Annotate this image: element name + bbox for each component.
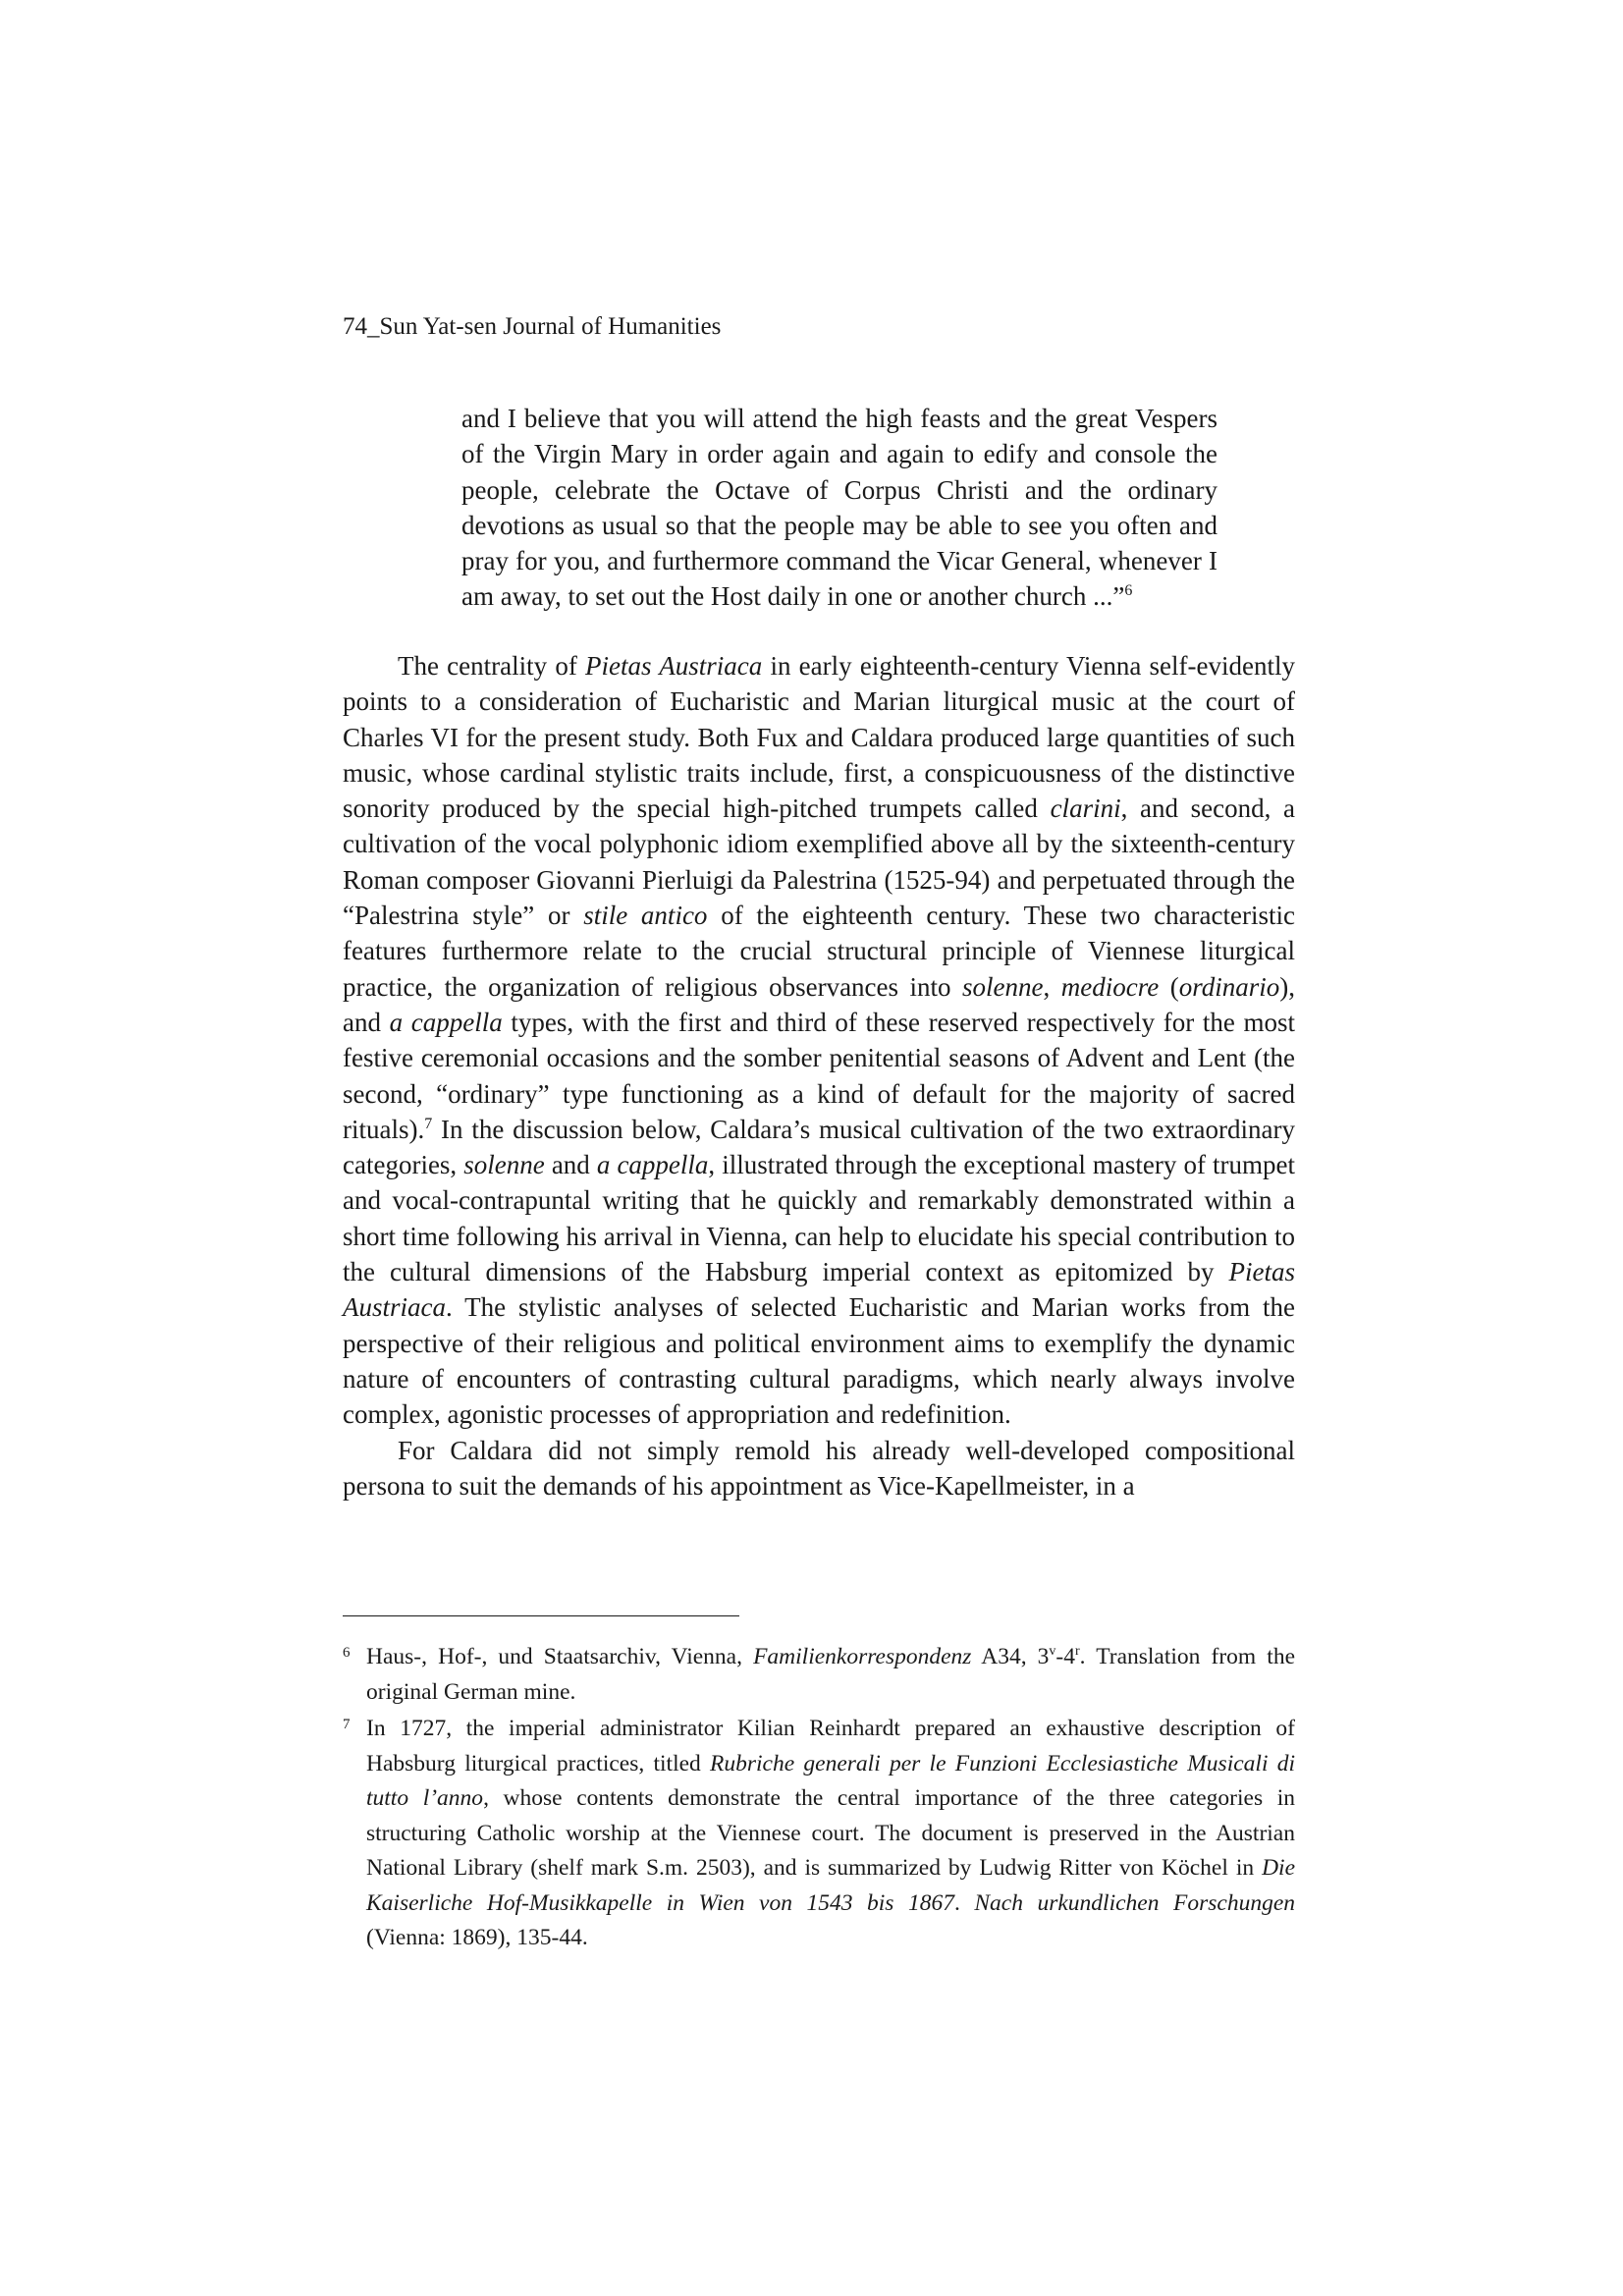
italic-term: solenne	[962, 971, 1044, 1002]
italic-term: clarini	[1050, 793, 1121, 824]
block-quote	[461, 401, 1217, 615]
footnotes	[343, 1640, 1295, 1958]
italic-term: stile antico	[583, 901, 708, 931]
text-run: of the eighteenth century. These two characteristic features furthermore relate to the crucial structural principle of Viennese liturgical practice, the organization of religious observances into	[343, 901, 1295, 1002]
footnote-6	[343, 1640, 1295, 1710]
text-run: in early eighteenth-century Vienna self-evidently points to a consideration of Eucharistic and Marian liturgical music at the court of Charles VI for the present study. Both Fux and Caldara produced large quantities of such music, whose cardinal stylistic traits include, first, a conspicuousness of the distinctive sonority produced by the special high-pitched trumpets called	[343, 651, 1295, 824]
italic-term: Die Kaiserliche Hof-Musikkapelle in Wien von 1543 bis 1867	[366, 1855, 1295, 1916]
body-paragraph-2: For Caldara did not simply remold his already well-developed compositional persona to suit the demands of his appointment as Vice-Kapellmeister, in a	[343, 1435, 1295, 1501]
folio-superscript: r	[1075, 1644, 1080, 1659]
text-run: ), and	[343, 971, 1296, 1037]
text-run: The centrality of	[398, 651, 586, 681]
text-run: A34, 3	[971, 1644, 1050, 1669]
folio-superscript: v	[1049, 1644, 1056, 1659]
text-run: , and second, a cultivation of the vocal polyphonic idiom exemplified above all by the sixteenth-century Roman composer Giovanni Pierluigi da Palestrina (1525-94) and perpetuated through the “Palestrina style” or	[343, 793, 1295, 931]
italic-term: Rubriche generali per le Funzioni Ecclesiastiche Musicali di tutto l’anno	[366, 1750, 1295, 1811]
text-run: Haus-, Hof-, und Staatsarchiv, Vienna,	[366, 1644, 754, 1669]
footnote-number: 6	[343, 1645, 351, 1661]
block-quote-text: and I believe that you will attend the high feasts and the great Vespers of the Virgin Mary in order again and again to edify and console the people, celebrate the Octave of Corpus Christi and the ordinary devotions as usual so that the people may be able to see you often and pray for you, and furthermore command the Vicar General, whenever I am away, to set out the Host daily in one or another church ...”	[461, 404, 1217, 612]
running-head: 74_Sun Yat-sen Journal of Humanities	[343, 313, 722, 340]
text-run: . The stylistic analyses of selected Eucharistic and Marian works from the perspective of their religious and political environment aims to exemplify the dynamic nature of encounters of contrasting cultural paradigms, which nearly always involve complex, agonistic processes of appropriation and redefinition.	[343, 1292, 1295, 1430]
main-text	[343, 648, 1295, 1503]
footnote-number: 7	[343, 1717, 351, 1732]
footnote-7	[343, 1712, 1295, 1956]
text-run: (Vienna: 1869), 135-44.	[366, 1925, 588, 1950]
italic-term: a cappella	[596, 1150, 709, 1180]
text-run: types, with the first and third of these reserved respectively for the most festive ceremonial occasions and the somber penitential seasons of Advent and Lent (the second, “ordinary” type functioning as a kind of default for the majority of sacred rituals).	[343, 1007, 1295, 1144]
italic-term: mediocre	[1060, 971, 1160, 1002]
text-run: and	[544, 1150, 597, 1180]
text-run: In 1727, the imperial administrator Kilian Reinhardt prepared an exhaustive description of Habsburg liturgical practices, titled	[366, 1716, 1295, 1777]
body-paragraph-1	[343, 648, 1295, 1433]
text-run: , whose contents demonstrate the central importance of the three categories in structuring Catholic worship at the Viennese court. The document is preserved in the Austrian National Library (shelf mark S.m. 2503), and is summarized by Ludwig Ritter von Köchel in	[366, 1785, 1295, 1881]
italic-term: Nach urkundlichen Forschungen	[974, 1889, 1296, 1916]
text-run: .	[953, 1889, 975, 1916]
text-run: -4	[1055, 1644, 1075, 1669]
footnote-divider	[343, 1615, 739, 1616]
italic-term: Pietas Austriaca	[585, 651, 763, 681]
italic-term: ordinario	[1178, 971, 1280, 1002]
italic-term: Familienkorrespondenz	[753, 1644, 972, 1669]
italic-term: Pietas Austriaca	[343, 1257, 1295, 1323]
italic-term: solenne	[463, 1150, 545, 1180]
footnote-ref-7[interactable]: 7	[424, 1115, 433, 1132]
text-run: ,	[1043, 971, 1061, 1002]
text-run: In the discussion below, Caldara’s musical cultivation of the two extraordinary categories,	[343, 1114, 1295, 1180]
italic-term: a cappella	[389, 1007, 503, 1037]
text-run: . Translation from the original German mine.	[366, 1644, 1295, 1705]
text-run: (	[1159, 971, 1179, 1002]
footnote-ref-6[interactable]: 6	[1124, 582, 1133, 600]
text-run: , illustrated through the exceptional mastery of trumpet and vocal-contrapuntal writing that he quickly and remarkably demonstrated within a short time following his arrival in Vienna, can help to elucidate his special contribution to the cultural dimensions of the Habsburg imperial context as epitomized by	[343, 1150, 1295, 1287]
